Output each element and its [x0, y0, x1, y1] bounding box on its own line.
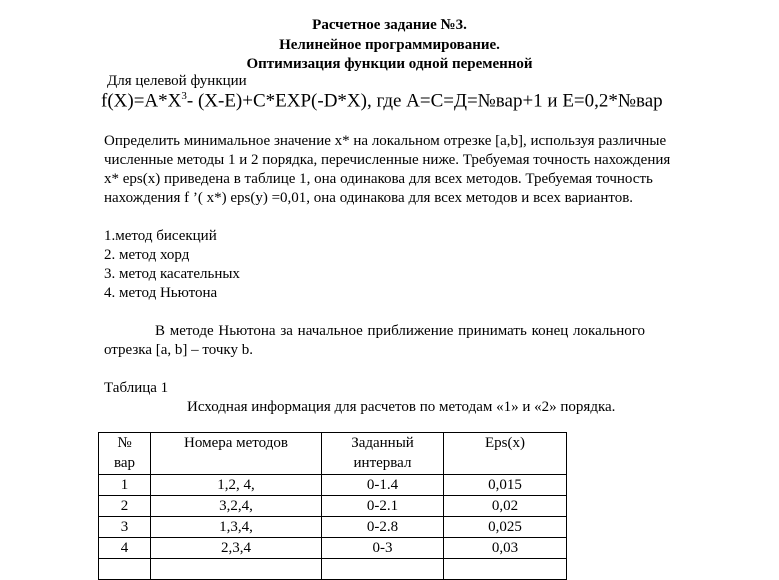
method-item: 3. метод касательных — [104, 266, 240, 282]
cell: 1 — [99, 475, 151, 496]
cell — [444, 559, 567, 580]
header-text: № — [117, 435, 132, 451]
cell: 0,025 — [444, 517, 567, 538]
formula-exponent: 3 — [181, 90, 187, 102]
cell: 3,2,4, — [151, 496, 322, 517]
paragraph-line: нахождения f ’( x*) eps(y) =0,01, она одинакова для всех методов и всех вариантов. — [104, 190, 634, 206]
cell: 2 — [99, 496, 151, 517]
method-item: 1.метод бисекций — [104, 228, 217, 244]
header-text: Заданный — [351, 435, 414, 451]
cell: 0,015 — [444, 475, 567, 496]
table-label: Таблица 1 — [104, 380, 169, 396]
cell: 4 — [99, 538, 151, 559]
cell — [151, 559, 322, 580]
cell: 0,02 — [444, 496, 567, 517]
cell — [322, 559, 444, 580]
title-line-1: Расчетное задание №3. — [312, 17, 467, 33]
header-cell — [322, 433, 444, 475]
cell — [99, 559, 151, 580]
table-caption: Исходная информация для расчетов по методам «1» и «2» порядка. — [187, 399, 616, 415]
cell: 0-1.4 — [322, 475, 444, 496]
paragraph-line: Определить минимальное значение x* на локальном отрезке [a,b], используя различные — [104, 133, 667, 149]
paragraph-line: численные методы 1 и 2 порядка, перечисленные ниже. Требуемая точность нахождения — [104, 152, 671, 168]
newton-note-line: отрезка [a, b] – точку b. — [104, 342, 254, 358]
table-row — [99, 517, 567, 538]
method-item: 4. метод Ньютона — [104, 285, 218, 301]
header-text: Номера методов — [184, 435, 288, 451]
cell: 1,2, 4, — [151, 475, 322, 496]
formula-part: - (X-E)+C*EXP(-D*X), где A=C=Д=№вар+1 и E=0,2*№вар — [186, 90, 663, 112]
header-cell — [151, 433, 322, 475]
header-cell — [99, 433, 151, 475]
intro-text: Для целевой функции — [107, 73, 247, 89]
cell: 0-2.1 — [322, 496, 444, 517]
header-text: вар — [113, 455, 136, 471]
newton-note-line: В методе Ньютона за начальное приближение принимать конец локального — [155, 323, 646, 339]
header-text: Eps(x) — [485, 435, 525, 451]
method-item: 2. метод хорд — [104, 247, 190, 263]
cell: 0-3 — [322, 538, 444, 559]
data-table — [98, 432, 567, 580]
cell: 1,3,4, — [151, 517, 322, 538]
paragraph-line: x* eps(x) приведена в таблице 1, она одинакова для всех методов. Требуемая точность — [104, 171, 653, 187]
header-text: интервал — [353, 455, 412, 471]
title-line-3: Оптимизация функции одной переменной — [246, 56, 533, 72]
title-line-2: Нелинейное программирование. — [279, 37, 500, 53]
formula-part: f(X)=A*X — [101, 90, 182, 112]
header-cell — [444, 433, 567, 475]
table-row-partial — [99, 559, 567, 580]
table-row — [99, 496, 567, 517]
cell: 0-2.8 — [322, 517, 444, 538]
table-row — [99, 538, 567, 559]
cell: 3 — [99, 517, 151, 538]
table-header-row — [99, 433, 567, 475]
cell: 2,3,4 — [151, 538, 322, 559]
formula — [101, 90, 663, 112]
table-row — [99, 475, 567, 496]
cell: 0,03 — [444, 538, 567, 559]
